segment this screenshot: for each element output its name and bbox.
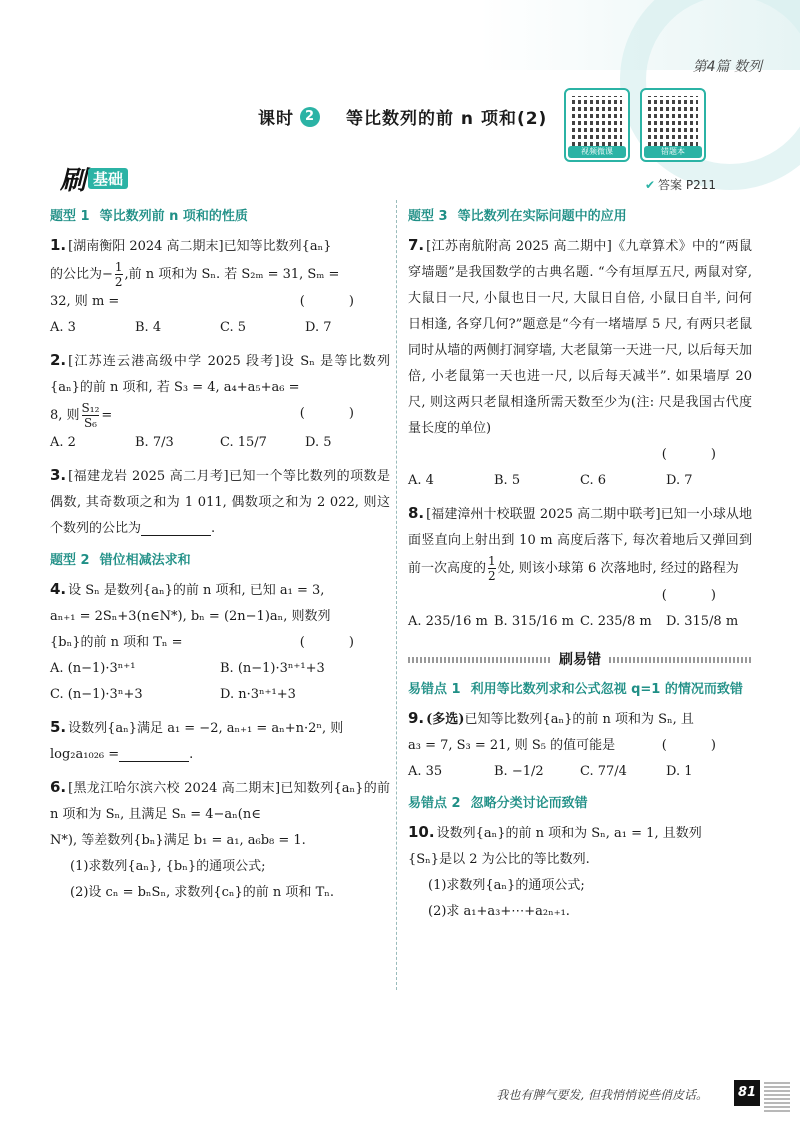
option: C. 235/8 m bbox=[580, 614, 652, 629]
error-point-heading: 易错点 1 利用等比数列求和公式忽视 q=1 的情况而致错 bbox=[408, 682, 743, 697]
options bbox=[408, 468, 752, 494]
error-point-heading: 易错点 2 忽略分类讨论而致错 bbox=[408, 796, 588, 811]
fraction: $\frac{1}{2}$ bbox=[488, 554, 496, 583]
qr-caption: 视频微课 bbox=[568, 146, 626, 158]
question-type-heading: 题型 2 错位相减法求和 bbox=[50, 553, 191, 568]
question-8: 8. [福建漳州十校联盟 2025 高二期中联考]已知一小球从地面竖直向上射出到 10 m 高度后落下, 每次着地后又弹回到前一次高度的 $\frac{1}{2}$ 处, 则该小球第 6 次落地时, 经过的路程为 ( ) A. 235/16 m B. 315/16 m C. 235/8 m D. 315/8 m bbox=[408, 500, 752, 635]
divider bbox=[609, 657, 752, 663]
lesson-prefix: 课时 bbox=[258, 109, 294, 129]
qr-code-video[interactable] bbox=[564, 88, 630, 162]
option: B. (n−1)·3ⁿ⁺¹+3 bbox=[220, 661, 325, 676]
answer-blank[interactable] bbox=[119, 748, 189, 762]
page-number: 81 bbox=[734, 1080, 760, 1106]
chapter-label: 第4篇 数列 bbox=[692, 59, 762, 75]
answer-bracket: ( ) bbox=[661, 447, 736, 462]
qr-icon bbox=[648, 96, 698, 146]
answer-bracket: ( ) bbox=[299, 406, 374, 421]
option: D. 1 bbox=[666, 764, 693, 779]
options bbox=[408, 759, 752, 785]
section-char: 刷 bbox=[60, 166, 87, 196]
option: C. (n−1)·3ⁿ+3 bbox=[50, 687, 143, 702]
lesson-name: 等比数列的前 n 项和(2) bbox=[346, 109, 548, 129]
question-type-heading: 题型 3 等比数列在实际问题中的应用 bbox=[408, 209, 627, 224]
qr-code-errors[interactable] bbox=[640, 88, 706, 162]
option: C. 15/7 bbox=[220, 435, 267, 450]
footer-decoration bbox=[764, 1080, 790, 1112]
option: A. 235/16 m bbox=[408, 614, 488, 629]
sub-question: (1)求数列{aₙ}的通项公式; bbox=[428, 878, 585, 893]
sub-question: (2)求 a₁+a₃+⋯+a₂ₙ₊₁. bbox=[428, 904, 570, 919]
qr-caption: 错题本 bbox=[644, 146, 702, 158]
options bbox=[50, 430, 390, 456]
footer-quote: 我也有脾气要发, 但我悄悄说些俏皮话。 bbox=[496, 1088, 708, 1102]
qr-icon bbox=[572, 96, 622, 146]
option: A. (n−1)·3ⁿ⁺¹ bbox=[50, 661, 136, 676]
column-divider bbox=[396, 200, 397, 990]
check-icon: ✔ bbox=[644, 178, 656, 192]
option: B. 5 bbox=[494, 473, 521, 488]
option: B. 4 bbox=[135, 320, 162, 335]
question-1: 1. [湖南衡阳 2024 高二期末]已知等比数列{aₙ} 的公比为− $\frac{1}{2}$ ,前 n 项和为 Sₙ. 若 S₂ₘ = 31, Sₘ = 32, 则 m = ( ) A. 3 B. 4 C. 5 D. 7 bbox=[50, 232, 390, 341]
question-3: 3. [福建龙岩 2025 高二月考]已知一个等比数列的项数是偶数, 其奇数项之和为 1 011, 偶数项之和为 2 022, 则这个数列的公比为 . bbox=[50, 466, 390, 536]
fraction: $\frac{\text{S₁₂}}{\text{S₆}}$ bbox=[81, 401, 100, 430]
answer-bracket: ( ) bbox=[661, 738, 736, 753]
options bbox=[50, 315, 390, 341]
option: C. 5 bbox=[220, 320, 247, 335]
option: B. 7/3 bbox=[135, 435, 174, 450]
question-5: 5. 设数列{aₙ}满足 a₁ = −2, aₙ₊₁ = aₙ+n·2ⁿ, 则 log₂a₁₀₂₆ = . bbox=[50, 718, 344, 762]
section-error-header: 刷易错 bbox=[408, 647, 752, 673]
fraction: $\frac{1}{2}$ bbox=[114, 260, 123, 289]
question-7: 7. [江苏南航附高 2025 高二期中]《九章算术》中的“两鼠穿墙题”是我国数学的古典名题. “今有垣厚五尺, 两鼠对穿, 大鼠日一尺, 小鼠也日一尺, 大鼠日自倍, 小鼠日自半, 问何日相逢, 各穿几何?”题意是“今有一堵墙厚 5 尺, 有两只老鼠同时从墙的两侧打洞穿墙, 大老鼠第一天进一尺, 以后每天加倍, 小老鼠第一天也进一尺, 以后每天减半”. 如果墙厚 20 尺, 则这两只老鼠相逢所需天数至少为(注: 尺是我国古代度量长度的单位) ( ) A. 4 B. 5 C. 6 D. 7 bbox=[408, 232, 752, 494]
divider bbox=[408, 657, 551, 663]
option: A. 3 bbox=[50, 320, 76, 335]
question-10: 10. 设数列{aₙ}的前 n 项和为 Sₙ, a₁ = 1, 且数列 {Sₙ}是以 2 为公比的等比数列. (1)求数列{aₙ}的通项公式; (2)求 a₁+a₃+⋯+a₂ₙ₊₁. bbox=[408, 819, 752, 925]
answer-bracket: ( ) bbox=[299, 635, 374, 650]
option: D. 7 bbox=[666, 473, 693, 488]
lesson-number-badge: 2 bbox=[300, 107, 320, 127]
question-type-heading: 题型 1 等比数列前 n 项和的性质 bbox=[50, 209, 248, 224]
option: D. 315/8 m bbox=[666, 614, 739, 629]
right-column bbox=[408, 200, 752, 931]
option: B. −1/2 bbox=[494, 764, 544, 779]
option: A. 4 bbox=[408, 473, 434, 488]
option: D. 5 bbox=[305, 435, 332, 450]
option: C. 6 bbox=[580, 473, 607, 488]
answer-bracket: ( ) bbox=[661, 588, 736, 603]
answer-blank[interactable] bbox=[141, 522, 211, 536]
question-4: 4. 设 Sₙ 是数列{aₙ}的前 n 项和, 已知 a₁ = 3, aₙ₊₁ = 2Sₙ+3(n∈N*), bₙ = (2n−1)aₙ, 则数列 {bₙ}的前 n 项和 Tₙ = ( ) A. (n−1)·3ⁿ⁺¹ B. (n−1)·3ⁿ⁺¹+3 C. (n−1)·3ⁿ+3 D. n·3ⁿ⁺¹+3 bbox=[50, 576, 390, 708]
option: D. 7 bbox=[305, 320, 332, 335]
option: D. n·3ⁿ⁺¹+3 bbox=[220, 687, 296, 702]
answer-bracket: ( ) bbox=[299, 294, 374, 309]
options bbox=[408, 609, 752, 635]
option: A. 35 bbox=[408, 764, 443, 779]
left-column bbox=[50, 200, 390, 912]
answer-reference: ✔ 答案 P211 bbox=[644, 178, 716, 192]
lesson-title bbox=[258, 104, 547, 129]
sub-question: (1)求数列{aₙ}, {bₙ}的通项公式; bbox=[70, 859, 266, 874]
section-label: 基础 bbox=[88, 168, 128, 189]
option: A. 2 bbox=[50, 435, 76, 450]
question-2: 2. [江苏连云港高级中学 2025 段考]设 Sₙ 是等比数列{aₙ}的前 n 项和, 若 S₃ = 4, a₄+a₅+a₆ = 8, 则 $\frac{\text{S₁₂}}{\text{S₆}}$ = ( ) A. 2 B. 7/3 C. 15/7 D. 5 bbox=[50, 347, 390, 456]
question-6: 6. [黑龙江哈尔滨六校 2024 高二期末]已知数列{aₙ}的前 n 项和为 Sₙ, 且满足 Sₙ = 4−aₙ(n∈ N*), 等差数列{bₙ}满足 b₁ = a₁, a₆b₈ = 1. (1)求数列{aₙ}, {bₙ}的通项公式; (2)设 cₙ = bₙSₙ, 求数列{cₙ}的前 n 项和 Tₙ. bbox=[50, 774, 390, 906]
option: B. 315/16 m bbox=[494, 614, 575, 629]
sub-question: (2)设 cₙ = bₙSₙ, 求数列{cₙ}的前 n 项和 Tₙ. bbox=[70, 885, 334, 900]
options bbox=[50, 656, 390, 708]
option: C. 77/4 bbox=[580, 764, 627, 779]
question-9: 9. (多选)已知等比数列{aₙ}的前 n 项和为 Sₙ, 且 a₃ = 7, S₃ = 21, 则 S₅ 的值可能是 ( ) A. 35 B. −1/2 C. 77/4 D. 1 bbox=[408, 705, 752, 785]
section-basic-header bbox=[60, 160, 128, 197]
